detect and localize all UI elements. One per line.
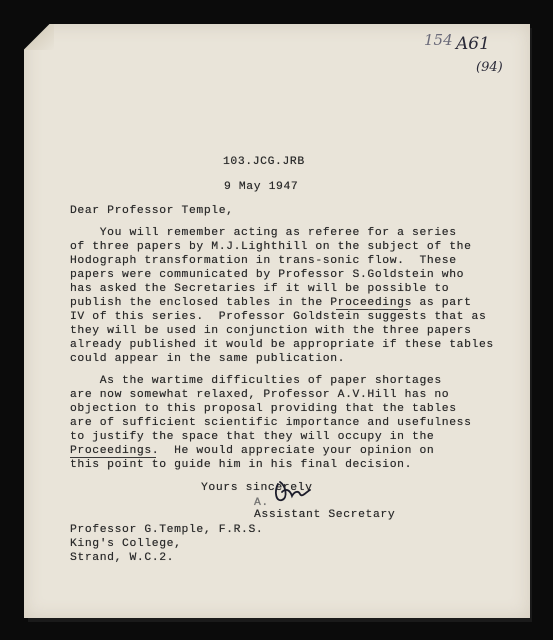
body-line: papers were communicated by Professor S.Goldstein who xyxy=(70,269,465,281)
body-line: to justify the space that they will occupy in the xyxy=(70,431,435,443)
recipient-line: Strand, W.C.2. xyxy=(70,552,175,564)
recipient-line: Professor G.Temple, F.R.S. xyxy=(70,524,264,536)
archive-code: A61 xyxy=(456,34,490,54)
signature-prefix: A. xyxy=(254,497,269,509)
body-line: are of sufficient scientific importance and usefulness xyxy=(70,417,472,429)
body-line: of three papers by M.J.Lighthill on the subject of the xyxy=(70,241,472,253)
folio-number: 154 xyxy=(424,31,453,49)
closing: Yours sincerely xyxy=(201,482,313,494)
body-line: could appear in the same publication. xyxy=(70,353,346,365)
body-line: already published it would be appropriate if these tables xyxy=(70,339,494,351)
body-line: Proceedings. He would appreciate your opinion on xyxy=(70,445,435,457)
letter-date: 9 May 1947 xyxy=(224,181,299,193)
body-line: are now somewhat relaxed, Professor A.V.Hill has no xyxy=(70,389,450,401)
body-line: has asked the Secretaries if it will be possible to xyxy=(70,283,450,295)
salutation: Dear Professor Temple, xyxy=(70,205,234,217)
proceedings-underline xyxy=(70,457,156,458)
folded-corner xyxy=(24,24,54,50)
body-line: You will remember acting as referee for a series xyxy=(70,227,457,239)
body-line: they will be used in conjunction with the three papers xyxy=(70,325,472,337)
body-line: IV of this series. Professor Goldstein suggests that as xyxy=(70,311,487,323)
proceedings-underline xyxy=(336,309,408,310)
body-line: As the wartime difficulties of paper shortages xyxy=(70,375,442,387)
archive-number: (94) xyxy=(476,60,503,75)
body-line: Hodograph transformation in trans-sonic flow. These xyxy=(70,255,457,267)
recipient-line: King's College, xyxy=(70,538,182,550)
handwritten-signature xyxy=(272,478,320,506)
body-line: objection to this proposal providing that the tables xyxy=(70,403,457,415)
reference-code: 103.JCG.JRB xyxy=(223,156,305,168)
signer-title: Assistant Secretary xyxy=(254,509,396,521)
body-line: publish the enclosed tables in the Proceedings as part xyxy=(70,297,472,309)
body-line: this point to guide him in his final decision. xyxy=(70,459,413,471)
